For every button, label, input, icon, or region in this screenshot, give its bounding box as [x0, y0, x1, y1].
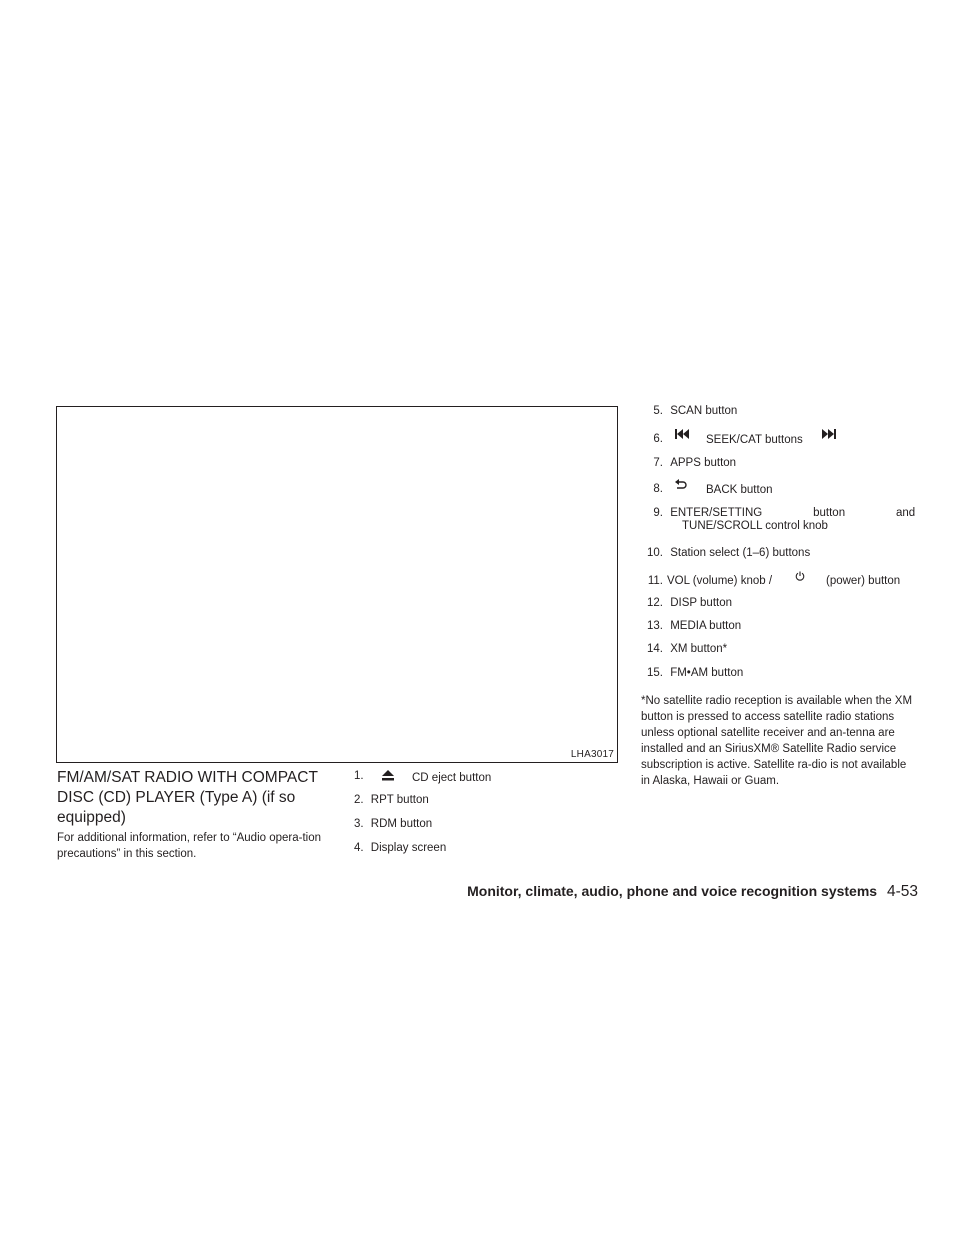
figure-frame: [56, 406, 618, 763]
item-number: 12.: [647, 597, 663, 609]
list-item: [354, 794, 624, 818]
footnote: *No satellite radio reception is available when the XM button is pressed to access satellite radio stations unless optional satellite receiver and an-tenna are installed and an SiriusXM® Satellite Radio service subscription is active. Satellite ra-dio is not available in Alaska, Hawaii or Guam.: [641, 695, 913, 787]
list-middle: [354, 770, 624, 866]
item-text: FM•AM button: [670, 667, 744, 679]
item-text: XM button*: [670, 643, 728, 655]
item-number: 7.: [653, 457, 663, 469]
section-heading: FM/AM/SAT RADIO WITH COMPACT DISC (CD) PLAYER (Type A) (if so equipped): [57, 769, 318, 826]
page-footer: [452, 883, 918, 901]
figure-label: LHA3017: [570, 749, 614, 760]
list-item: [641, 457, 916, 479]
eject-icon: [382, 770, 394, 781]
footer-chapter: Monitor, climate, audio, phone and voice recognition systems: [467, 883, 878, 899]
item-text: RDM button: [370, 818, 433, 830]
item-text: MEDIA button: [670, 620, 742, 632]
item-number: 8.: [653, 483, 663, 495]
item-number: 15.: [647, 667, 663, 679]
power-icon: [795, 571, 805, 581]
item-number: 11.: [647, 575, 663, 587]
item-text: VOL (volume) knob /: [667, 575, 773, 587]
item-number: 3.: [354, 818, 364, 830]
item-number: 13.: [647, 620, 663, 632]
item-number: 4.: [354, 842, 364, 854]
item-text: SEEK/CAT buttons: [706, 434, 803, 446]
list-item: [641, 479, 916, 507]
list-item: [641, 620, 916, 643]
list-item: [641, 643, 916, 667]
list-right: [641, 405, 916, 691]
seek-forward-icon: [822, 429, 836, 439]
item-number: 10.: [647, 547, 663, 559]
item-text: Station select (1–6) buttons: [670, 547, 811, 559]
item-number: 6.: [653, 433, 663, 445]
item-number: 5.: [653, 405, 663, 417]
list-item: [641, 573, 916, 597]
item-text: CD eject button: [412, 772, 492, 784]
list-item: [641, 547, 916, 573]
item-text: ENTER/SETTING button and: [670, 507, 916, 519]
item-text: SCAN button: [670, 405, 738, 417]
back-arrow-icon: [675, 479, 687, 490]
item-text-after: (power) button: [826, 575, 901, 587]
list-item: [641, 429, 916, 457]
item-text: DISP button: [670, 597, 733, 609]
item-text-line2: TUNE/SCROLL control knob: [682, 520, 828, 532]
list-item: [641, 667, 916, 691]
seek-back-icon: [675, 429, 689, 439]
item-number: 2.: [354, 794, 364, 806]
item-text: Display screen: [370, 842, 447, 854]
list-item: [641, 597, 916, 620]
list-item: [354, 770, 624, 794]
page-number: 4-53: [886, 883, 918, 900]
item-number: 1.: [354, 770, 364, 782]
item-text: APPS button: [670, 457, 737, 469]
item-text: RPT button: [370, 794, 429, 806]
item-text: BACK button: [706, 484, 773, 496]
intro-paragraph: For additional information, refer to “Audio opera-tion precautions” in this section.: [57, 832, 322, 860]
list-item: [354, 842, 624, 866]
item-number: 14.: [647, 643, 663, 655]
list-item: [641, 507, 916, 547]
item-number: 9.: [653, 507, 663, 519]
list-item: [354, 818, 624, 842]
list-item: [641, 405, 916, 429]
